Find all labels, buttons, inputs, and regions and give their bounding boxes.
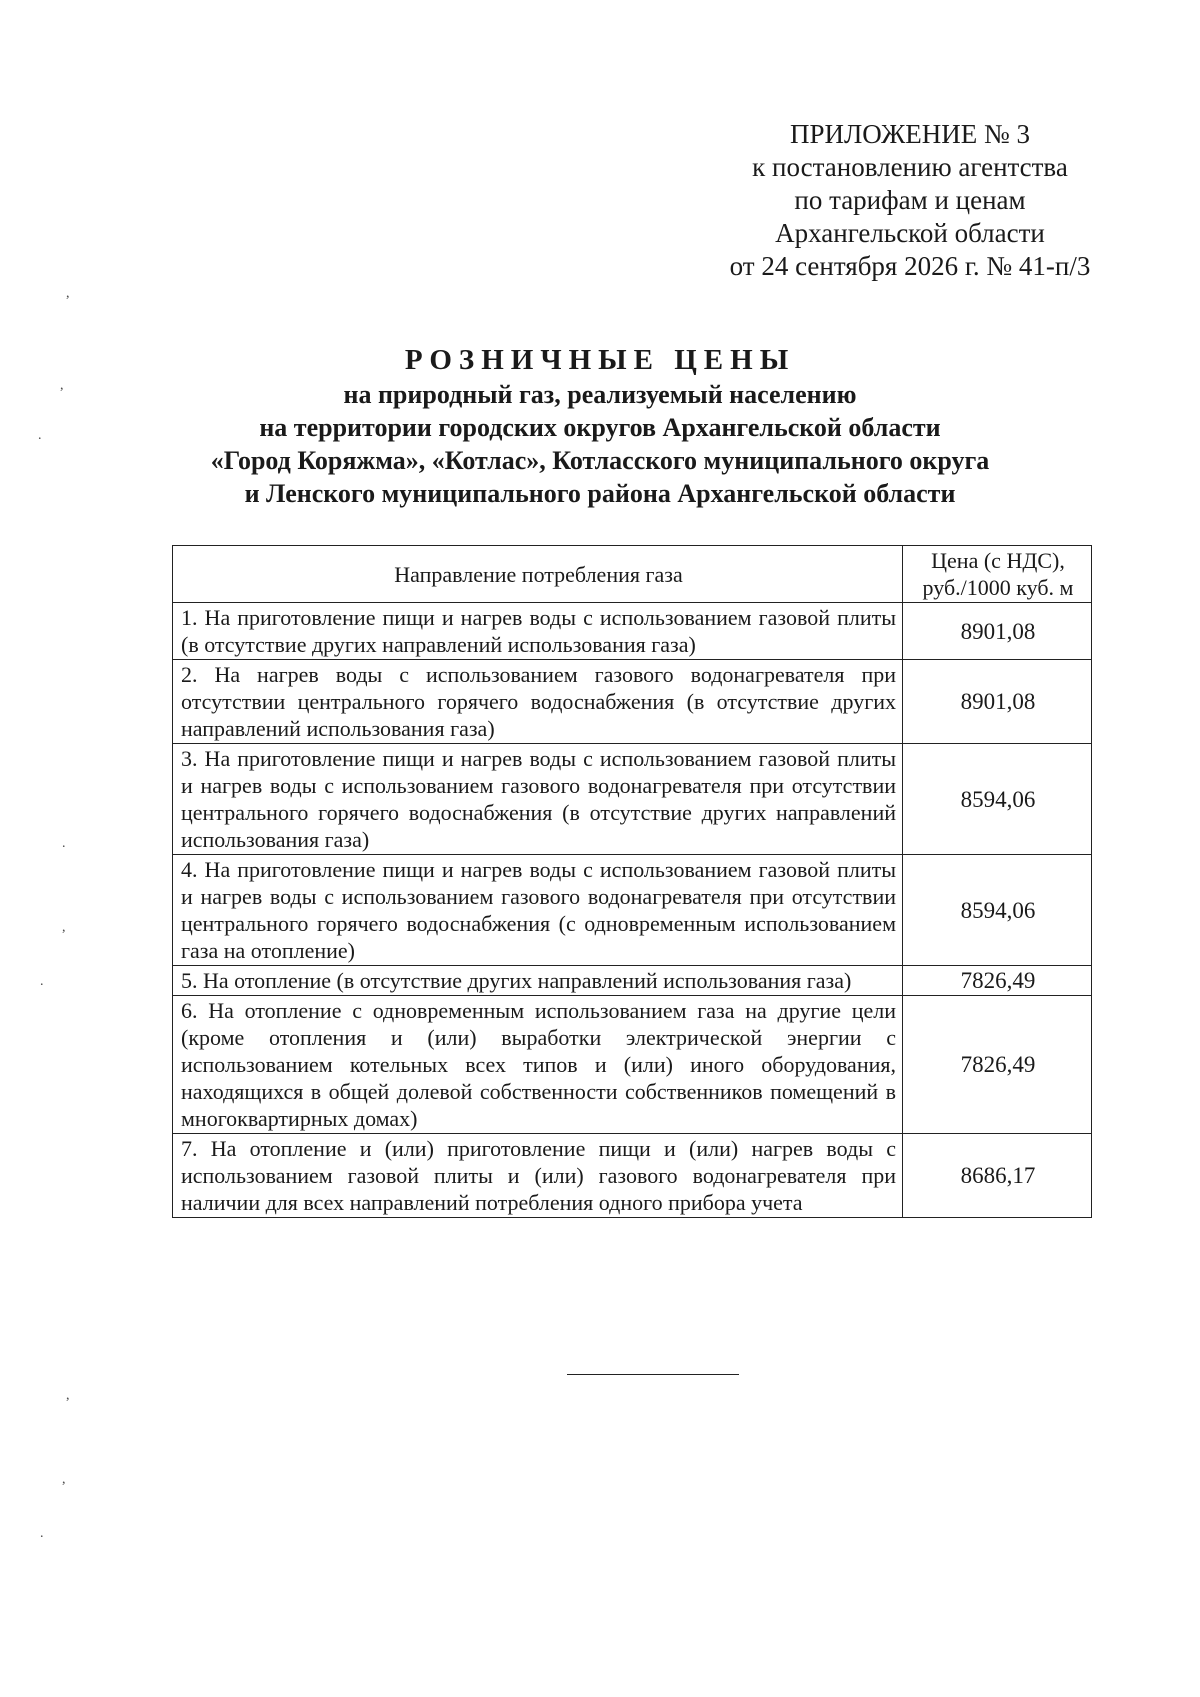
scan-speck: . — [62, 836, 66, 851]
table-header-row — [173, 546, 1092, 603]
appendix-line: к постановлению агентства — [752, 152, 1068, 182]
price-table — [172, 545, 1092, 1218]
row-price: 7826,49 — [903, 996, 1092, 1134]
row-direction: 3. На приготовление пищи и нагрев воды с использованием газовой плиты и нагрев воды с использованием газового водонагревателя при отсутствии центрального горячего водоснабжения (в отсутствие других направлений использования газа) — [173, 744, 903, 855]
header-direction: Направление потребления газа — [173, 546, 903, 603]
appendix-line: по тарифам и ценам — [794, 185, 1026, 215]
row-price: 7826,49 — [903, 966, 1092, 996]
scan-speck: , — [60, 378, 64, 393]
appendix-header — [700, 118, 1120, 283]
document-title — [150, 342, 1050, 510]
scan-speck: , — [66, 1388, 70, 1403]
table-row — [173, 966, 1092, 996]
row-direction: 4. На приготовление пищи и нагрев воды с использованием газовой плиты и нагрев воды с использованием газового водонагревателя при отсутствии центрального горячего водоснабжения (с одновременным использованием газа на отопление) — [173, 855, 903, 966]
title-subline: «Город Коряжма», «Котлас», Котласского муниципального округа — [210, 446, 990, 475]
row-direction: 1. На приготовление пищи и нагрев воды с использованием газовой плиты (в отсутствие других направлений использования газа) — [173, 603, 903, 660]
table-row — [173, 1134, 1092, 1218]
end-divider — [567, 1374, 739, 1375]
title-subline: и Ленского муниципального района Архангельской области — [244, 479, 956, 508]
scan-speck: . — [38, 428, 42, 443]
row-direction: 2. На нагрев воды с использованием газового водонагревателя при отсутствии центрального горячего водоснабжения (в отсутствие других направлений использования газа) — [173, 660, 903, 744]
scan-speck: , — [62, 1472, 66, 1487]
title-main: РОЗНИЧНЫЕ ЦЕНЫ — [404, 344, 796, 376]
appendix-number: ПРИЛОЖЕНИЕ № 3 — [789, 119, 1031, 149]
table-row — [173, 996, 1092, 1134]
row-price: 8594,06 — [903, 855, 1092, 966]
appendix-line: Архангельской области — [775, 218, 1045, 248]
header-price: Цена (с НДС), руб./1000 куб. м — [903, 546, 1092, 603]
appendix-date-number: от 24 сентября 2026 г. № 41-п/3 — [729, 251, 1091, 281]
row-direction: 5. На отопление (в отсутствие других направлений использования газа) — [173, 966, 903, 996]
scan-speck: . — [40, 974, 44, 989]
title-subline: на природный газ, реализуемый населению — [343, 380, 857, 409]
scan-speck: , — [66, 286, 70, 301]
title-subline: на территории городских округов Архангельской области — [259, 413, 941, 442]
row-price: 8901,08 — [903, 660, 1092, 744]
row-direction: 7. На отопление и (или) приготовление пищи и (или) нагрев воды с использованием газовой плиты и (или) газового водонагревателя при наличии для всех направлений потребления одного прибора учета — [173, 1134, 903, 1218]
scan-speck: , — [62, 920, 66, 935]
row-direction: 6. На отопление с одновременным использованием газа на другие цели (кроме отопления и (или) выработки электрической энергии с использованием котельных всех типов и (или) иного оборудования, находящихся в общей долевой собственности собственников помещений в многоквартирных домах) — [173, 996, 903, 1134]
scan-speck: . — [40, 1526, 44, 1541]
table-row — [173, 855, 1092, 966]
table-row — [173, 744, 1092, 855]
row-price: 8901,08 — [903, 603, 1092, 660]
row-price: 8686,17 — [903, 1134, 1092, 1218]
table-row — [173, 603, 1092, 660]
table-row — [173, 660, 1092, 744]
row-price: 8594,06 — [903, 744, 1092, 855]
